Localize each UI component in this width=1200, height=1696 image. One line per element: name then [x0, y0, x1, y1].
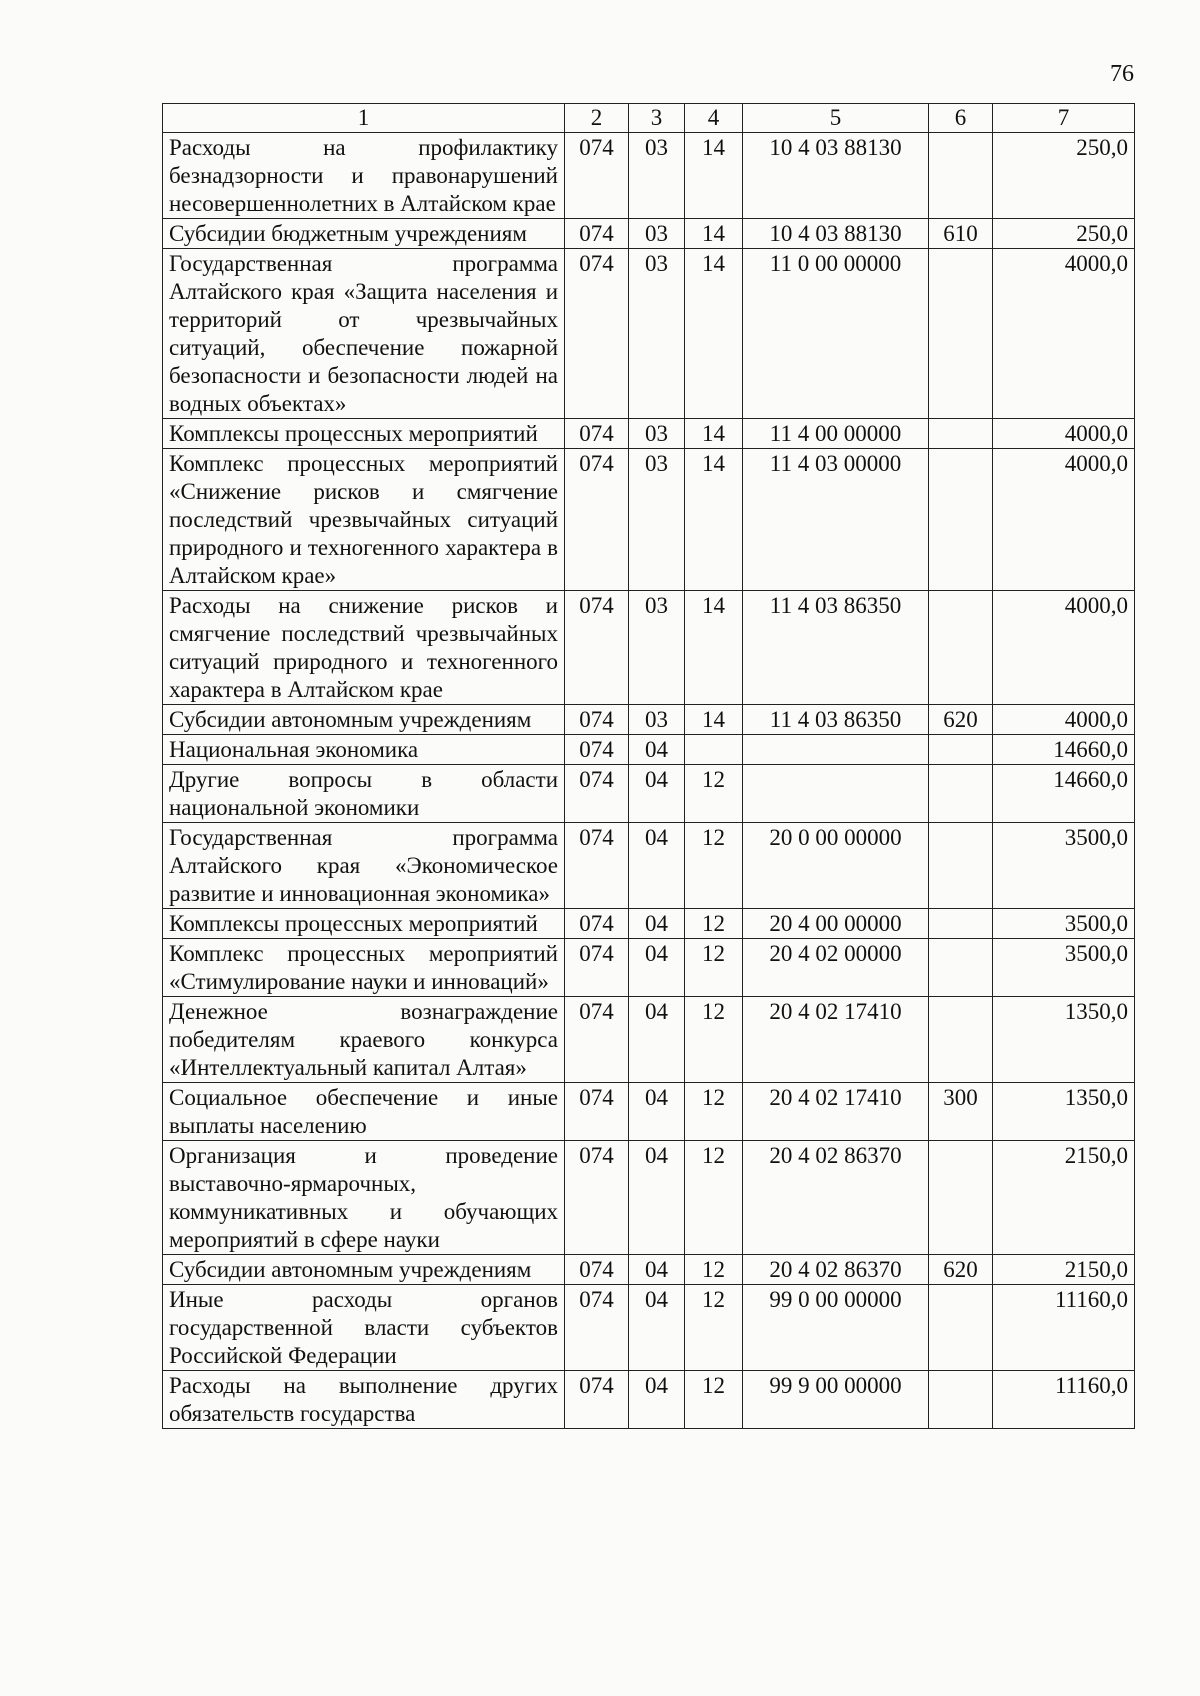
- expense-type-cell: [929, 133, 993, 219]
- expense-name-cell: Субсидии автономным учреждениям: [163, 705, 565, 735]
- subsection-cell: 12: [685, 1083, 743, 1141]
- expense-name-cell: Социальное обеспечение и иные выплаты населению: [163, 1083, 565, 1141]
- subsection-cell: 12: [685, 1255, 743, 1285]
- column-header-5: 5: [743, 104, 929, 133]
- column-header-7: 7: [993, 104, 1135, 133]
- expense-name-cell: Государственная программа Алтайского края «Экономическое развитие и инновационная экономика»: [163, 823, 565, 909]
- table-row: [163, 249, 1135, 419]
- admin-code-cell: 074: [565, 909, 629, 939]
- subsection-cell: 14: [685, 133, 743, 219]
- column-header-6: 6: [929, 104, 993, 133]
- target-article-cell: 11 0 00 00000: [743, 249, 929, 419]
- expense-name-cell: Расходы на профилактику безнадзорности и правонарушений несовершеннолетних в Алтайском крае: [163, 133, 565, 219]
- admin-code-cell: 074: [565, 1371, 629, 1429]
- section-cell: 04: [629, 1371, 685, 1429]
- subsection-cell: 12: [685, 997, 743, 1083]
- section-cell: 03: [629, 449, 685, 591]
- expense-type-cell: [929, 823, 993, 909]
- admin-code-cell: 074: [565, 591, 629, 705]
- subsection-cell: 14: [685, 249, 743, 419]
- column-header-1: 1: [163, 104, 565, 133]
- table-row: [163, 219, 1135, 249]
- section-cell: 03: [629, 705, 685, 735]
- target-article-cell: 10 4 03 88130: [743, 133, 929, 219]
- subsection-cell: 12: [685, 939, 743, 997]
- amount-cell: 11160,0: [993, 1371, 1135, 1429]
- expense-name-cell: Иные расходы органов государственной власти субъектов Российской Федерации: [163, 1285, 565, 1371]
- section-cell: 04: [629, 1141, 685, 1255]
- admin-code-cell: 074: [565, 133, 629, 219]
- amount-cell: 2150,0: [993, 1255, 1135, 1285]
- admin-code-cell: 074: [565, 1255, 629, 1285]
- amount-cell: 250,0: [993, 133, 1135, 219]
- section-cell: 04: [629, 765, 685, 823]
- table-row: [163, 909, 1135, 939]
- subsection-cell: 14: [685, 591, 743, 705]
- expense-type-cell: 620: [929, 705, 993, 735]
- amount-cell: 4000,0: [993, 419, 1135, 449]
- target-article-cell: 11 4 03 86350: [743, 705, 929, 735]
- expense-name-cell: Национальная экономика: [163, 735, 565, 765]
- section-cell: 03: [629, 249, 685, 419]
- amount-cell: 14660,0: [993, 765, 1135, 823]
- section-cell: 03: [629, 219, 685, 249]
- section-cell: 04: [629, 1285, 685, 1371]
- amount-cell: 1350,0: [993, 997, 1135, 1083]
- table-row: [163, 449, 1135, 591]
- amount-cell: 11160,0: [993, 1285, 1135, 1371]
- section-cell: 04: [629, 1083, 685, 1141]
- admin-code-cell: 074: [565, 765, 629, 823]
- admin-code-cell: 074: [565, 939, 629, 997]
- table-row: [163, 705, 1135, 735]
- amount-cell: 3500,0: [993, 823, 1135, 909]
- section-cell: 03: [629, 419, 685, 449]
- expense-type-cell: 300: [929, 1083, 993, 1141]
- expense-name-cell: Субсидии автономным учреждениям: [163, 1255, 565, 1285]
- expense-type-cell: [929, 765, 993, 823]
- admin-code-cell: 074: [565, 997, 629, 1083]
- target-article-cell: 99 0 00 00000: [743, 1285, 929, 1371]
- section-cell: 04: [629, 735, 685, 765]
- table-row: [163, 823, 1135, 909]
- admin-code-cell: 074: [565, 419, 629, 449]
- subsection-cell: 12: [685, 1371, 743, 1429]
- section-cell: 03: [629, 133, 685, 219]
- subsection-cell: 14: [685, 219, 743, 249]
- amount-cell: 1350,0: [993, 1083, 1135, 1141]
- expense-type-cell: [929, 1141, 993, 1255]
- target-article-cell: 20 4 02 86370: [743, 1141, 929, 1255]
- section-cell: 04: [629, 939, 685, 997]
- admin-code-cell: 074: [565, 1285, 629, 1371]
- amount-cell: 4000,0: [993, 705, 1135, 735]
- table-row: [163, 735, 1135, 765]
- expense-type-cell: [929, 449, 993, 591]
- target-article-cell: [743, 765, 929, 823]
- page-number: 76: [1110, 61, 1134, 87]
- table-row: [163, 765, 1135, 823]
- table-row: [163, 1285, 1135, 1371]
- expense-type-cell: 620: [929, 1255, 993, 1285]
- subsection-cell: [685, 735, 743, 765]
- expense-type-cell: [929, 1285, 993, 1371]
- subsection-cell: 14: [685, 705, 743, 735]
- subsection-cell: 12: [685, 909, 743, 939]
- subsection-cell: 12: [685, 1285, 743, 1371]
- amount-cell: 14660,0: [993, 735, 1135, 765]
- admin-code-cell: 074: [565, 449, 629, 591]
- admin-code-cell: 074: [565, 705, 629, 735]
- table-row: [163, 1141, 1135, 1255]
- admin-code-cell: 074: [565, 735, 629, 765]
- amount-cell: 2150,0: [993, 1141, 1135, 1255]
- target-article-cell: 11 4 03 00000: [743, 449, 929, 591]
- subsection-cell: 14: [685, 449, 743, 591]
- target-article-cell: 20 4 02 17410: [743, 1083, 929, 1141]
- expense-name-cell: Субсидии бюджетным учреждениям: [163, 219, 565, 249]
- amount-cell: 250,0: [993, 219, 1135, 249]
- table-row: [163, 419, 1135, 449]
- expense-name-cell: Денежное вознаграждение победителям краевого конкурса «Интеллектуальный капитал Алтая»: [163, 997, 565, 1083]
- expense-name-cell: Государственная программа Алтайского края «Защита населения и территорий от чрезвычайных ситуаций, обеспечение пожарной безопасности и безопасности людей на водных объектах»: [163, 249, 565, 419]
- amount-cell: 4000,0: [993, 591, 1135, 705]
- table-row: [163, 939, 1135, 997]
- target-article-cell: 20 4 02 86370: [743, 1255, 929, 1285]
- header-row: [163, 104, 1135, 133]
- expense-name-cell: Другие вопросы в области национальной экономики: [163, 765, 565, 823]
- expense-type-cell: [929, 249, 993, 419]
- table-row: [163, 1083, 1135, 1141]
- target-article-cell: [743, 735, 929, 765]
- admin-code-cell: 074: [565, 1083, 629, 1141]
- expense-name-cell: Комплекс процессных мероприятий «Стимулирование науки и инноваций»: [163, 939, 565, 997]
- expense-name-cell: Организация и проведение выставочно-ярмарочных, коммуникативных и обучающих мероприятий в сфере науки: [163, 1141, 565, 1255]
- amount-cell: 3500,0: [993, 909, 1135, 939]
- target-article-cell: 99 9 00 00000: [743, 1371, 929, 1429]
- expense-name-cell: Расходы на выполнение других обязательств государства: [163, 1371, 565, 1429]
- expense-type-cell: [929, 591, 993, 705]
- expense-type-cell: [929, 419, 993, 449]
- table-row: [163, 1371, 1135, 1429]
- admin-code-cell: 074: [565, 219, 629, 249]
- section-cell: 04: [629, 909, 685, 939]
- section-cell: 03: [629, 591, 685, 705]
- amount-cell: 3500,0: [993, 939, 1135, 997]
- admin-code-cell: 074: [565, 249, 629, 419]
- expense-type-cell: 610: [929, 219, 993, 249]
- table-row: [163, 997, 1135, 1083]
- subsection-cell: 12: [685, 765, 743, 823]
- expense-type-cell: [929, 939, 993, 997]
- table-row: [163, 591, 1135, 705]
- subsection-cell: 12: [685, 1141, 743, 1255]
- expense-type-cell: [929, 735, 993, 765]
- amount-cell: 4000,0: [993, 249, 1135, 419]
- table-row: [163, 133, 1135, 219]
- expense-type-cell: [929, 909, 993, 939]
- section-cell: 04: [629, 1255, 685, 1285]
- target-article-cell: 11 4 00 00000: [743, 419, 929, 449]
- expense-name-cell: Расходы на снижение рисков и смягчение последствий чрезвычайных ситуаций природного и техногенного характера в Алтайском крае: [163, 591, 565, 705]
- expense-type-cell: [929, 1371, 993, 1429]
- table-row: [163, 1255, 1135, 1285]
- amount-cell: 4000,0: [993, 449, 1135, 591]
- target-article-cell: 11 4 03 86350: [743, 591, 929, 705]
- expense-name-cell: Комплексы процессных мероприятий: [163, 419, 565, 449]
- column-header-2: 2: [565, 104, 629, 133]
- expense-name-cell: Комплексы процессных мероприятий: [163, 909, 565, 939]
- expense-type-cell: [929, 997, 993, 1083]
- subsection-cell: 12: [685, 823, 743, 909]
- target-article-cell: 10 4 03 88130: [743, 219, 929, 249]
- subsection-cell: 14: [685, 419, 743, 449]
- target-article-cell: 20 0 00 00000: [743, 823, 929, 909]
- column-header-4: 4: [685, 104, 743, 133]
- target-article-cell: 20 4 02 00000: [743, 939, 929, 997]
- target-article-cell: 20 4 00 00000: [743, 909, 929, 939]
- section-cell: 04: [629, 997, 685, 1083]
- admin-code-cell: 074: [565, 823, 629, 909]
- section-cell: 04: [629, 823, 685, 909]
- column-header-3: 3: [629, 104, 685, 133]
- target-article-cell: 20 4 02 17410: [743, 997, 929, 1083]
- budget-table: [162, 103, 1135, 1429]
- admin-code-cell: 074: [565, 1141, 629, 1255]
- expense-name-cell: Комплекс процессных мероприятий «Снижение рисков и смягчение последствий чрезвычайных ситуаций природного и техногенного характера в Алтайском крае»: [163, 449, 565, 591]
